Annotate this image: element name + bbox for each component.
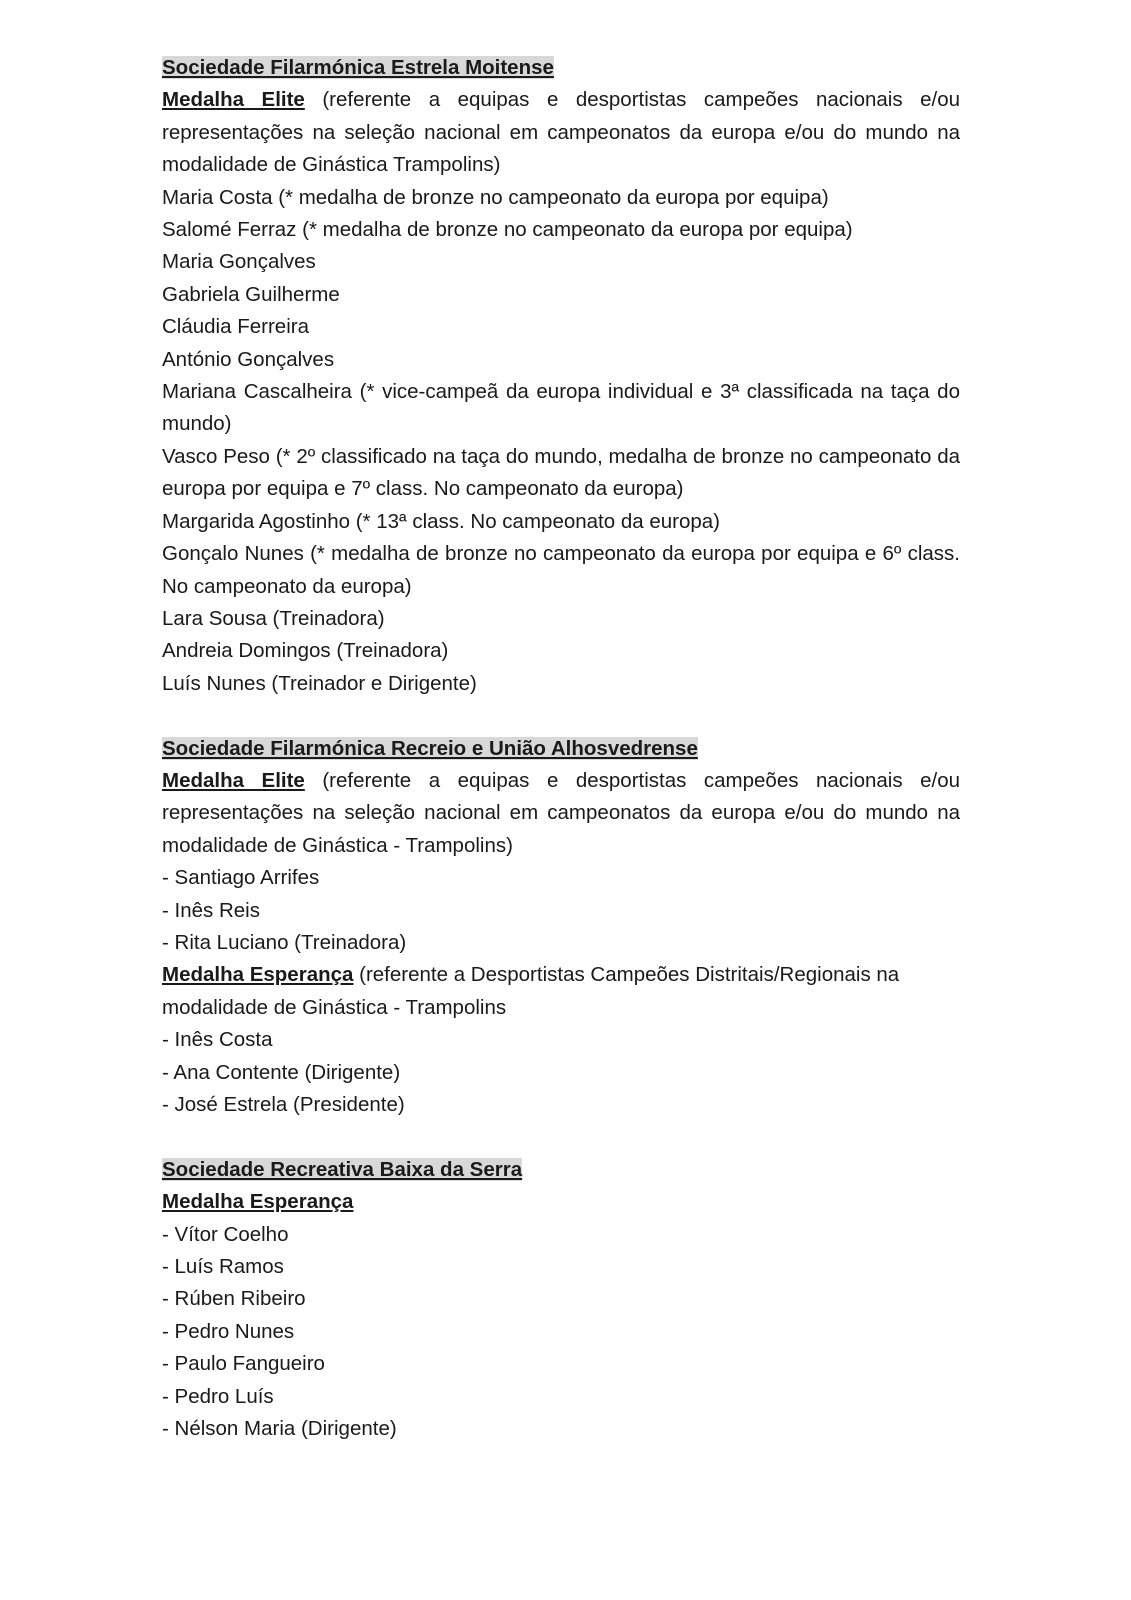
list-item: Gonçalo Nunes (* medalha de bronze no campeonato da europa por equipa e 6º class. No campeonato da europa) [162,542,960,598]
list-item: Mariana Cascalheira (* vice-campeã da europa individual e 3ª classificada na taça do mundo) [162,380,960,436]
list-item: Luís Nunes (Treinador e Dirigente) [162,671,477,695]
list-item: Maria Costa (* medalha de bronze no campeonato da europa por equipa) [162,185,829,209]
list-item: Margarida Agostinho (* 13ª class. No campeonato da europa) [162,509,720,533]
medal-label: Medalha Elite [162,88,305,112]
section-baixa-da-serra [162,1154,960,1446]
list-item: Gabriela Guilherme [162,282,340,306]
medal-label: Medalha Esperança [162,963,354,987]
medal-description: (referente a equipas e desportistas campeões nacionais e/ou representações na seleção nacional em campeonatos da europa e/ou do mundo na modalidade de Ginástica Trampolins) [162,88,960,177]
section-alhosvedrense [162,733,960,1122]
medal-label: Medalha Esperança [162,1190,354,1214]
section-estrela-moitense [162,52,960,700]
medal-paragraph [162,765,960,862]
list-item: - Luís Ramos [162,1255,284,1278]
medal-description: (referente a equipas e desportistas campeões nacionais e/ou representações na seleção nacional em campeonatos da europa e/ou do mundo na modalidade de Ginástica - Trampolins) [162,768,960,857]
list-item: - Santiago Arrifes [162,866,320,890]
list-item: - Nélson Maria (Dirigente) [162,1417,397,1441]
list-item: Cláudia Ferreira [162,315,309,339]
list-item: - Pedro Nunes [162,1319,295,1343]
spacer [162,700,960,732]
list-item: Vasco Peso (* 2º classificado na taça do mundo, medalha de bronze no campeonato da europa por equipa e 7º class. No campeonato da europa) [162,444,960,501]
list-item: António Gonçalves [162,347,335,371]
list-item: - Pedro Luís [162,1384,274,1408]
list-item: - Rúben Ribeiro [162,1287,306,1311]
section-title: Sociedade Filarmónica Recreio e União Alhosvedrense [162,736,698,760]
list-item: - Ana Contente (Dirigente) [162,1060,401,1084]
medal-paragraph [162,84,960,181]
list-item: - Inês Reis [162,898,260,922]
medal-paragraph [162,959,960,1024]
list-item: Maria Gonçalves [162,250,316,274]
spacer [162,1121,960,1153]
document-body [162,52,960,1445]
list-item: - José Estrela (Presidente) [162,1092,405,1116]
section-title: Sociedade Recreativa Baixa da Serra [162,1157,523,1181]
medal-description: (referente a Desportistas Campeões Distritais/Regionais na modalidade de Ginástica - Trampolins [162,963,900,1019]
list-item: - Paulo Fangueiro [162,1352,325,1376]
list-item: Salomé Ferraz (* medalha de bronze no campeonato da europa por equipa) [162,218,853,242]
section-title: Sociedade Filarmónica Estrela Moitense [162,56,554,79]
list-item: - Vítor Coelho [162,1222,289,1246]
medal-label: Medalha Elite [162,768,305,792]
list-item: - Rita Luciano (Treinadora) [162,930,407,954]
list-item: Lara Sousa (Treinadora) [162,606,385,630]
list-item: - Inês Costa [162,1028,273,1052]
list-item: Andreia Domingos (Treinadora) [162,639,449,663]
